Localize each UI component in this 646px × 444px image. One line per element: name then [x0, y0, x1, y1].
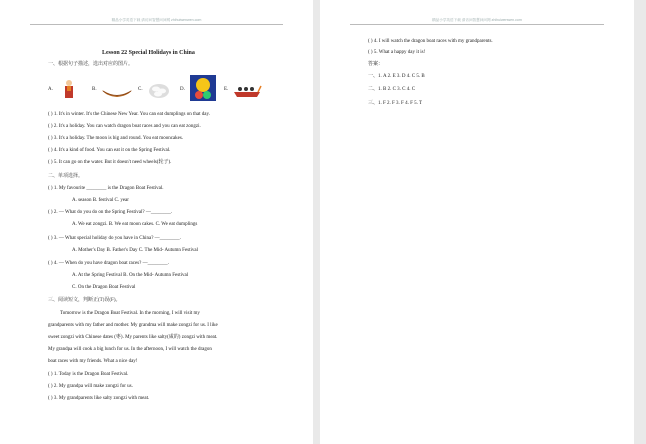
dragon-boat-icon [100, 80, 134, 102]
passage-line-4: My grandpa will cook a big lunch for us. In the afternoon, I will watch the dragon [48, 347, 212, 352]
moon-festival-icon [190, 75, 216, 101]
q2-options-4b: C. On the Dragon Boat Festival [72, 285, 136, 290]
answers-section-1: 一、1. A 2. E 3. D 4. C 5. B [368, 74, 425, 79]
worksheet-page-2 [320, 0, 634, 444]
q2-options-3: A. Mother's Day B. Father's Day C. The Mid- Autumn Festival [72, 248, 199, 253]
answers-section-2: 二、1. B 2. C 3. C 4. C [368, 87, 416, 92]
viewer-gutter [634, 0, 646, 444]
q3-item-5: ( ) 5. What a happy day it is! [368, 50, 426, 55]
dragon-boat-race-icon [232, 80, 262, 102]
q2-item-2: ( ) 2. — What do you do on the Spring Festival? —________. [48, 210, 173, 215]
q2-options-2: A. We eat zongzi. B. We eat moon cakes. C. We eat dumplings [72, 222, 198, 227]
pic-label-d: D. [180, 87, 185, 92]
passage-line-5: boat races with my friends. What a nice day! [48, 359, 138, 364]
page-header: 精品小学英语下载 请访问智慧问问网 zhihuiwenwen.com [320, 18, 634, 23]
section-1-heading: 一、根据句子描述，选出对应的图片。 [48, 62, 134, 67]
section-3-heading: 三、阅读短文，判断正(T)误(F)。 [48, 298, 121, 303]
q3-item-3: ( ) 3. My grandparents like salty zongzi with meat. [48, 396, 150, 401]
new-year-figure-icon [58, 78, 80, 100]
q3-item-2: ( ) 2. My grandpa will make zongzi for us. [48, 384, 133, 389]
q1-item-3: ( ) 3. It's a holiday. The moon is big and round. You eat mooncakes. [48, 136, 184, 141]
q2-options-1: A. season B. festival C. year [72, 198, 129, 203]
passage-line-3: sweet zongzi with Chinese dates (枣). My parents like salty(咸的) zongzi with meat. [48, 335, 218, 340]
q1-item-1: ( ) 1. It's in winter. It's the Chinese New Year. You can eat dumplings on that day. [48, 112, 210, 117]
q2-item-4: ( ) 4. — When do you have dragon boat races? —________. [48, 261, 169, 266]
q3-item-1: ( ) 1. Today is the Dragon Boat Festival. [48, 372, 129, 377]
q1-item-4: ( ) 4. It's a kind of food. You can eat it on the Spring Festival. [48, 148, 171, 153]
q3-item-4: ( ) 4. I will watch the dragon boat races with my grandparents. [368, 39, 493, 44]
answers-heading: 答案： [368, 62, 384, 67]
q1-item-2: ( ) 2. It's a holiday. You can watch dragon boat races and you can eat zongzi. [48, 124, 201, 129]
pic-label-b: B. [92, 87, 97, 92]
passage-line-1: Tomorrow is the Dragon Boat Festival. In the morning, I will visit my [60, 311, 200, 316]
q1-item-5: ( ) 5. It can go on the water. But it doesn't need wheels(轮子). [48, 160, 172, 165]
pic-label-a: A. [48, 87, 53, 92]
q2-item-1: ( ) 1. My favourite ________ is the Dragon Boat Festival. [48, 186, 164, 191]
passage-line-2: grandparents with my father and mother. My grandma will make zongzi for us. I like [48, 323, 218, 328]
pic-label-c: C. [138, 87, 143, 92]
page-header: 精品小学英语下载 请访问智慧问问网 zhihuiwenwen.com [0, 18, 313, 23]
page-title: Lesson 22 Special Holidays in China [102, 50, 195, 56]
q2-item-3: ( ) 3. — What special holiday do you have in China? —________. [48, 236, 181, 241]
pic-label-e: E. [224, 87, 229, 92]
dumplings-icon [148, 78, 170, 100]
answers-section-3: 三、1. F 2. F 3. F 4. F 5. T [368, 101, 423, 106]
section-2-heading: 二、单项选择。 [48, 174, 84, 179]
q2-options-4: A. At the Spring Festival B. On the Mid- Autumn Festival [72, 273, 189, 278]
worksheet-page-1 [0, 0, 313, 444]
